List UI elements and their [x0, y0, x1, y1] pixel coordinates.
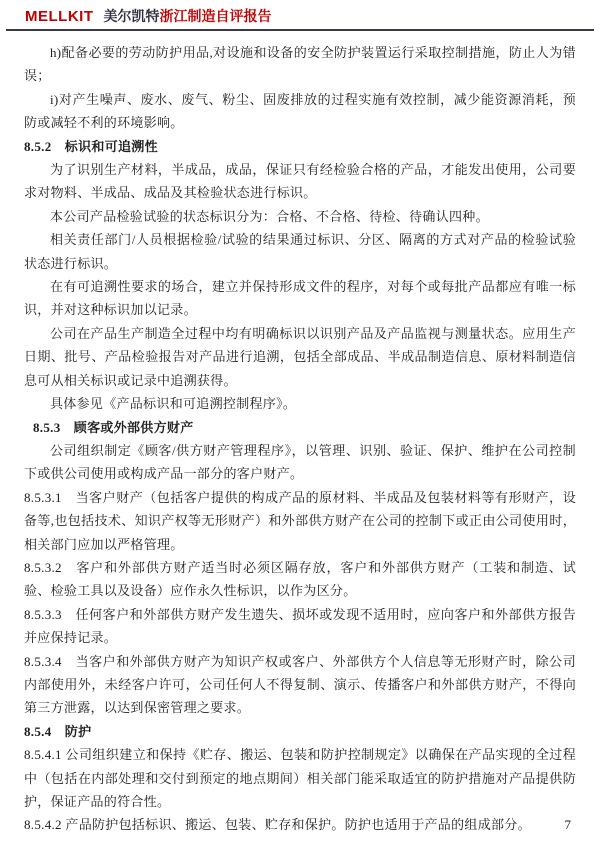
header-title-red: 浙江制造自评报告	[159, 10, 272, 25]
paragraph: 公司组织制定《顾客/供方财产管理程序》，以管理、识别、验证、保护、维护在公司控制下或供公司使用或构成产品一部分的客户财产。	[24, 442, 576, 482]
paragraph: 8.5.3.3 任何客户和外部供方财产发生遗失、损坏或发现不适用时，应向客户和外部供方报告并应保持记录。	[24, 606, 577, 646]
paragraph: 8.5.4.1 公司组织建立和保持《贮存、搬运、包装和防护控制规定》以确保在产品实现的全过程中（包括在内部处理和交付到预定的地点期间）相关部门能采取适宜的防护措施对产品提供防护，保证产品的符合性。	[24, 747, 576, 809]
header-title-dark: 美尔凯特	[103, 10, 160, 25]
page-header	[6, 0, 594, 31]
paragraph: 为了识别生产材料，半成品，成品，保证只有经检验合格的产品，才能发出使用，公司要求对物料、半成品、成品及其检验状态进行标识。	[24, 162, 576, 201]
section-heading: 8.5.4 防护	[24, 723, 92, 739]
paragraph: 8.5.3.2 客户和外部供方财产适当时必须区隔存放，客户和外部供方财产（工装和制造、试验、检验工具以及设备）应作永久性标识，以作为区分。	[24, 559, 576, 599]
paragraph: 8.5.3.1 当客户财产（包括客户提供的构成产品的原材料、半成品及包装材料等有形财产，设备等,也包括技术、知识产权等无形财产）和外部供方财产在公司的控制下或正由公司使用时，相关部门应加以严格管理。	[24, 489, 577, 552]
page-number: 7	[564, 817, 571, 832]
document-body	[0, 31, 600, 837]
paragraph: 8.5.4.2 产品防护包括标识、搬运、包装、贮存和保护。防护也适用于产品的组成部分。	[24, 817, 531, 833]
section-heading: 8.5.3 顾客或外部供方财产	[33, 419, 194, 435]
section-heading: 8.5.2 标识和可追溯性	[24, 138, 158, 154]
paragraph: 具体参见《产品标识和可追溯控制程序》。	[50, 396, 297, 412]
list-item: i)对产生噪声、废水、废气、粉尘、固废排放的过程实施有效控制，减少能资源消耗，预防或减轻不利的环境影响。	[24, 91, 576, 131]
paragraph: 相关责任部门/人员根据检验/试验的结果通过标识、分区、隔离的方式对产品的检验试验状态进行标识。	[24, 232, 576, 271]
paragraph: 在有可追溯性要求的场合，建立并保持形成文件的程序，对每个或每批产品都应有唯一标识，并对这种标识加以记录。	[24, 279, 576, 318]
brand-logo-text: MELLKIT	[25, 8, 94, 25]
list-item: h)配备必要的劳动防护用品,对设施和设备的安全防护装置运行采取控制措施，防止人为错误；	[24, 45, 576, 84]
paragraph: 8.5.3.4 当客户和外部供方财产为知识产权或客户、外部供方个人信息等无形财产时，除公司内部使用外，未经客户许可，公司任何人不得复制、演示、传播客户和外部供方财产，不得向第三方泄露，以达到保密管理之要求。	[24, 653, 577, 716]
paragraph: 公司在产品生产制造全过程中均有明确标识以识别产品及产品监视与测量状态。应用生产日期、批号、产品检验报告对产品进行追溯，包括全部成品、半成品制造信息、原材料制造信息可从相关标识或记录中追溯获得。	[24, 325, 576, 388]
paragraph: 本公司产品检验试验的状态标识分为：合格、不合格、待检、待确认四种。	[50, 208, 489, 224]
